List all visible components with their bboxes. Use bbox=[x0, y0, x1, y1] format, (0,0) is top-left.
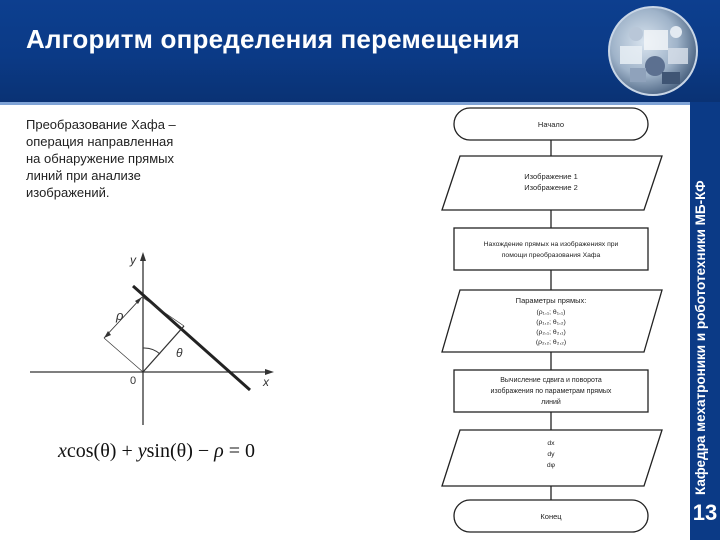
params-item: (ρ₁,₁; θ₁,₁) bbox=[536, 309, 566, 316]
shift-step-label: Вычисление сдвига и поворота bbox=[500, 377, 602, 384]
hough-formula bbox=[58, 440, 255, 463]
formula-var-y: y bbox=[137, 440, 147, 462]
x-axis-label: x bbox=[263, 375, 269, 389]
input-label: Изображение 2 bbox=[524, 183, 578, 192]
formula-sin-term: sin(θ) − bbox=[146, 440, 215, 462]
input-label: Изображение 1 bbox=[524, 172, 578, 181]
department-label: Кафедра мехатроники и робототехники МБ-КФ bbox=[693, 180, 708, 495]
params-item: (ρ₁,₂; θ₁,₂) bbox=[536, 319, 566, 326]
logo-collage-icon bbox=[610, 8, 698, 96]
description-line: линий при анализе bbox=[26, 168, 141, 183]
theta-label: θ bbox=[176, 346, 183, 360]
page-number: 13 bbox=[692, 500, 718, 525]
origin-label: 0 bbox=[130, 375, 137, 387]
hough-process-box bbox=[454, 228, 648, 270]
description-line: изображений. bbox=[26, 185, 110, 200]
rho-label: ρ bbox=[116, 308, 124, 323]
formula-cos-term: cos(θ) + bbox=[66, 440, 138, 462]
description-text bbox=[26, 116, 226, 201]
formula-var-rho: ρ bbox=[214, 440, 224, 462]
y-axis-label: y bbox=[130, 253, 136, 267]
end-label: Конец bbox=[540, 512, 562, 521]
rho-extension-line bbox=[142, 297, 184, 326]
theta-arc bbox=[143, 348, 160, 354]
output-item: dφ bbox=[546, 462, 556, 469]
slide-title: Алгоритм определения перемещения bbox=[26, 24, 520, 54]
shift-step-label: линий bbox=[541, 399, 561, 406]
params-title: Параметры прямых: bbox=[515, 296, 587, 305]
params-item: (ρ₂,₂; θ₂,₂) bbox=[535, 339, 567, 346]
description-line: на обнаружение прямых bbox=[26, 151, 174, 166]
output-parallelogram bbox=[442, 430, 662, 486]
y-axis-arrow-icon bbox=[140, 252, 146, 261]
algorithm-flowchart bbox=[436, 104, 676, 536]
rho-extension-line bbox=[104, 338, 143, 372]
formula-equals-zero: = 0 bbox=[223, 440, 256, 462]
detected-line bbox=[133, 286, 250, 390]
formula-var-x: x bbox=[58, 440, 67, 462]
hough-step-label: Нахождение прямых на изображениях при bbox=[483, 241, 619, 248]
header-bar bbox=[0, 0, 720, 102]
output-item: dx bbox=[547, 440, 555, 447]
hough-step-label: помощи преобразования Хафа bbox=[501, 252, 601, 259]
department-logo bbox=[608, 6, 698, 96]
output-item: dy bbox=[547, 451, 555, 458]
hough-line-diagram bbox=[0, 250, 300, 430]
description-line: операция направленная bbox=[26, 134, 174, 149]
start-label: Начало bbox=[537, 120, 565, 129]
params-item: (ρ₂,₁; θ₂,₁) bbox=[536, 329, 566, 336]
shift-step-label: изображения по параметрам прямых bbox=[490, 388, 612, 395]
description-line: Преобразование Хафа – bbox=[26, 117, 176, 132]
